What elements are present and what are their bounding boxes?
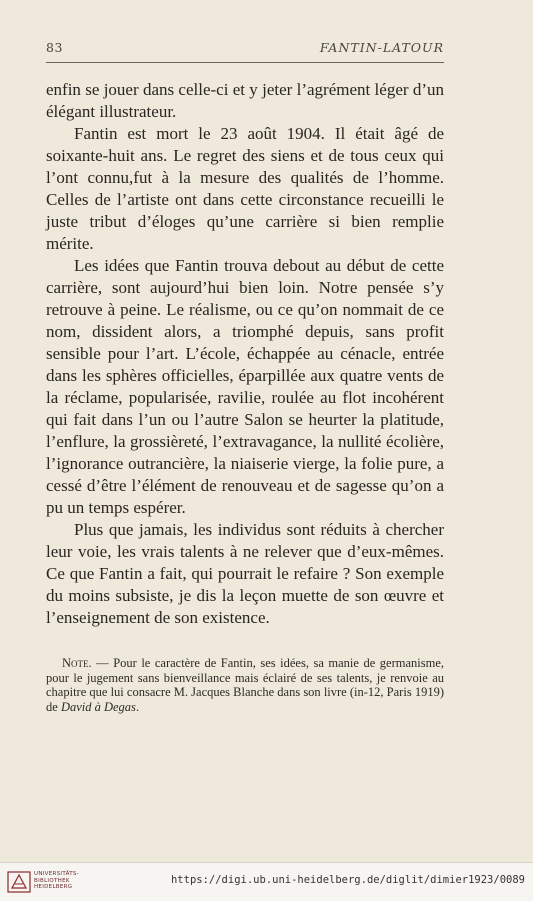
library-seal-icon [6, 869, 32, 895]
paragraph-1: enfin se jouer dans celle-ci et y jeter l’agrément léger d’un élégant illustrateur. [46, 80, 444, 121]
body-text [46, 79, 444, 629]
footnote [46, 656, 444, 714]
note-label: Note. [62, 656, 92, 670]
permalink-url[interactable]: https://digi.ub.uni-heidelberg.de/diglit/dimier1923/0089 [170, 874, 525, 886]
note-text: — Pour le caractère de Fantin, ses idées, sa manie de germanisme, pour le jugement sans bienveillance mais éclairé de ses talents, je renvoie au chapitre que lui consacre M. Jacques Blanche dans son livre (in-12, Paris 1919) de [46, 656, 444, 714]
paragraph-4: Plus que jamais, les individus sont réduits à chercher leur voie, les vrais talents à ne relever que d’eux-mêmes. Ce que Fantin a fait, qui pourrait le refaire ? Son exemple du moins subsiste, je dis la leçon muette de son œuvre et l’enseignement de son existence. [46, 520, 444, 627]
note-book-title: David à Degas [60, 699, 136, 714]
page-header [46, 40, 444, 60]
header-divider [46, 62, 444, 63]
library-name-line: BIBLIOTHEK [34, 877, 70, 884]
running-title: FANTIN-LATOUR [319, 40, 444, 55]
library-name-line: HEIDELBERG [34, 884, 73, 890]
page-number: 83 [46, 40, 63, 55]
paragraph-2: Fantin est mort le 23 août 1904. Il était âgé de soixante-huit ans. Le regret des siens et de tous ceux qui l’ont connu,fut à la mesure des qualités de l’homme. Celles de l’artiste ont dans cette circonstance recueilli le juste tribut d’éloges qu’une carrière si bien remplie mérite. [46, 124, 444, 253]
paragraph-3: Les idées que Fantin trouva debout au début de cette carrière, sont aujourd’hui bien loin. Notre pensée s’y retrouve à peine. Le réalisme, ou ce qu’on nommait de ce nom, dissident alors, a triomphé depuis, sans profit sensible pour l’art. L’école, échappée au cénacle, entrée dans les sphères officielles, éparpillée aux quatre vents de la réclame, popularisée, ravilie, roulée au flot incohérent qui fait dans l’un ou l’autre Salon se heurter la platitude, l’enflure, la grossièreté, l’extravagance, la nullité écolière, l’ignorance outrancière, la niaiserie vierge, la folie pure, a cessé d’être l’élément de renouveau et de sagesse qu’on a pu un temps espérer. [46, 256, 444, 517]
note-end: . [135, 699, 140, 714]
viewer-footer [0, 862, 533, 901]
library-name [34, 871, 79, 891]
library-name-line: UNIVERSITÄTS- [34, 871, 79, 877]
